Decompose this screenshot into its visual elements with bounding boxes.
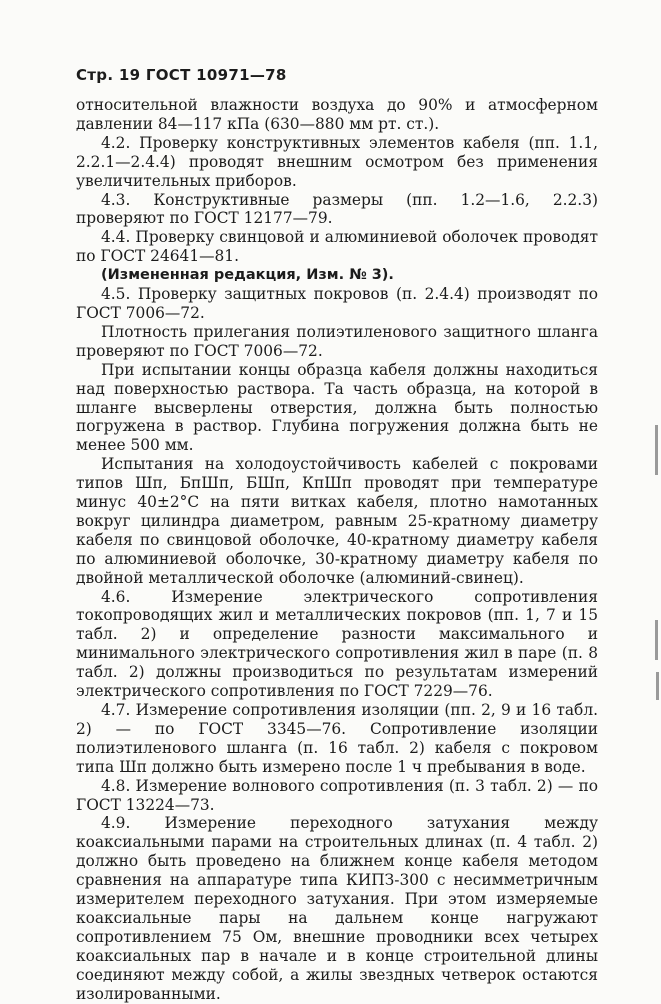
paragraph-4-4: 4.4. Проверку свинцовой и алюминиевой оболочек проводят по ГОСТ 24641—81.	[76, 228, 598, 266]
paragraph-4-5: 4.5. Проверку защитных покровов (п. 2.4.4) производят по ГОСТ 7006—72.	[76, 285, 598, 322]
page-header: Стр. 19 ГОСТ 10971—78	[76, 66, 287, 84]
paragraph-cold-resistance: Испытания на холодоустойчивость кабелей с покровами типов Шп, БпШп, БШп, КпШп проводят при температуре минус 40±2°С на пяти витках кабеля, плотно намотанных вокруг цилиндра диаметром, равным 25-кратному диаметру кабеля по свинцовой оболочке, 40-кратному диаметру кабеля по алюминиевой оболочке, 30-кратному диаметру кабеля по двойной металлической оболочке (алюминий-свинец).	[76, 455, 598, 587]
paragraph-shield-fit: Плотность прилегания полиэтиленового защитного шланга проверяют по ГОСТ 7006—72.	[76, 322, 598, 360]
document-body	[76, 96, 598, 1004]
scan-edge-mark	[656, 672, 659, 700]
paragraph-continuation: относительной влажности воздуха до 90% и атмосферном давлении 84—117 кПа (630—880 мм рт. ст.).	[76, 96, 598, 133]
paragraph-4-2: 4.2. Проверку конструктивных элементов кабеля (пп. 1.1, 2.2.1—2.4.4) проводят внешним осмотром без применения увеличительных приборов.	[76, 133, 598, 190]
scan-edge-mark	[655, 620, 658, 660]
paragraph-immersion: При испытании концы образца кабеля должны находиться над поверхностью раствора. Та часть образца, на которой в шланге высверлены отверстия, должна быть полностью погружена в раствор. Глубина погружения должна быть не менее 500 мм.	[76, 360, 598, 455]
paragraph-4-8: 4.8. Измерение волнового сопротивления (п. 3 табл. 2) — по ГОСТ 13224—73.	[76, 776, 598, 814]
amendment-note: (Измененная редакция, Изм. № 3).	[101, 267, 394, 284]
paragraph-4-3: 4.3. Конструктивные размеры (пп. 1.2—1.6, 2.2.3) проверяют по ГОСТ 12177—79.	[76, 190, 598, 228]
paragraph-4-6: 4.6. Измерение электрического сопротивления токопроводящих жил и металлических покровов (пп. 1, 7 и 15 табл. 2) и определение разности максимального и минимального электрического сопротивления жил в паре (п. 8 табл. 2) должны производиться по результатам измерений электрического сопротивления по ГОСТ 7229—76.	[76, 587, 598, 701]
paragraph-4-9: 4.9. Измерение переходного затухания между коаксиальными парами на строительных длинах (п. 4 табл. 2) должно быть проведено на ближнем конце кабеля методом сравнения на аппаратуре типа КИПЗ-300 с несимметричным измерителем переходного затухания. При этом измеряемые коаксиальные пары на дальнем конце нагружают сопротивлением 75 Ом, внешние проводники всех четырех коаксиальных пар в начале и в конце строительной длины соединяют между собой, а жилы звездных четверок остаются изолированными.	[76, 814, 598, 1003]
scan-edge-mark	[655, 425, 658, 475]
paragraph-4-7: 4.7. Измерение сопротивления изоляции (пп. 2, 9 и 16 табл. 2) — по ГОСТ 3345—76. Сопротивление изоляции полиэтиленового шланга (п. 16 табл. 2) кабеля с покровом типа Шп должно быть измерено после 1 ч пребывания в воде.	[76, 701, 598, 776]
